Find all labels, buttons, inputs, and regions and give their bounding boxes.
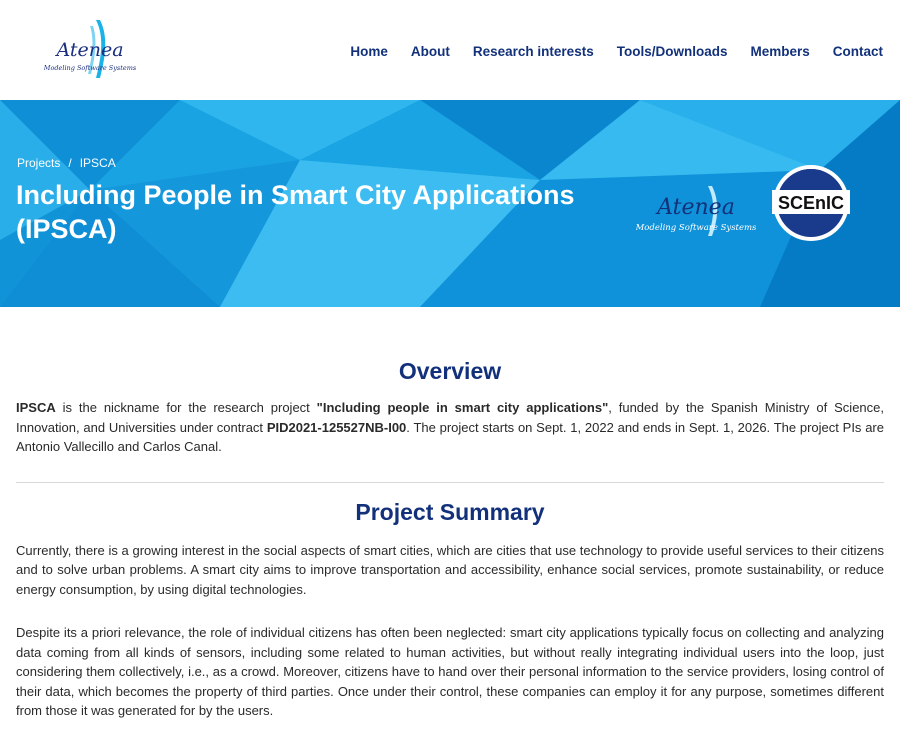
main-nav — [350, 44, 883, 59]
overview-heading: Overview — [398, 358, 502, 384]
nav-tools-downloads[interactable]: Tools/Downloads — [616, 44, 728, 59]
atenea-hero-logo — [636, 186, 760, 238]
overview-project-name: "Including people in smart city applications" — [316, 400, 609, 415]
breadcrumb — [17, 156, 116, 170]
overview-text-1: is the nickname for the research project — [55, 400, 317, 415]
nav-contact[interactable]: Contact — [832, 44, 883, 59]
scenic-logo — [770, 164, 852, 242]
breadcrumb-separator: / — [68, 156, 72, 170]
logo-tagline: Modeling Software Systems — [44, 64, 136, 72]
scenic-logo-text: SCEnIC — [777, 193, 845, 213]
nav-home[interactable]: Home — [350, 44, 388, 59]
hero-banner — [0, 100, 900, 307]
nav-about[interactable]: About — [410, 44, 450, 59]
page-title: Including People in Smart City Applications (IPSCA) — [16, 180, 575, 244]
site-header — [0, 0, 900, 100]
atenea-logo[interactable] — [44, 18, 136, 84]
overview-text-3: . The project starts on Sept. 1, 2022 and ends in Sept. 1, 2026. The project PIs are Antonio Vallecillo and Carlos Canal. — [16, 419, 884, 454]
overview-contract-id: PID2021-125527NB-I00 — [266, 419, 407, 435]
breadcrumb-projects-link[interactable]: Projects — [17, 156, 61, 170]
hero-logo-tagline: Modeling Software Systems — [636, 223, 757, 233]
summary-paragraph-1: Currently, there is a growing interest in the social aspects of smart cities, which are cities that use technology to provide useful services to their citizens and to solve urban problems. A smart city aims to improve transportation and accessibility, enhance social services, promote sustainability, or reduce energy consumption, by using digital technologies. — [16, 542, 884, 597]
overview-paragraph — [16, 398, 884, 457]
summary-paragraph-2: Despite its a priori relevance, the role of individual citizens has often been neglected: smart city applications typically focus on collecting and analyzing data coming from all kinds of sensors, including some related to human activities, but without really integrating individual users into the loop, just considering them collectively, i.e., as a crowd. Moreover, citizens have to hand over their personal information to the service providers, losing control of their data, which becomes the property of third parties. Once under their control, these companies can employ it for any purpose, sometimes different from those it was generated for by the users. — [16, 625, 884, 718]
overview-acronym: IPSCA — [16, 400, 56, 415]
project-summary-heading: Project Summary — [355, 498, 545, 525]
main-content — [16, 340, 884, 721]
logo-name: Atenea — [56, 39, 124, 61]
breadcrumb-current: IPSCA — [79, 156, 116, 170]
nav-members[interactable]: Members — [750, 44, 810, 59]
nav-research-interests[interactable]: Research interests — [472, 44, 594, 59]
section-divider — [16, 482, 884, 483]
overview-text-2: , funded by the Spanish Ministry of Science, Innovation, and Universities under contract — [16, 400, 884, 435]
hero-logo-name: Atenea — [657, 195, 735, 220]
